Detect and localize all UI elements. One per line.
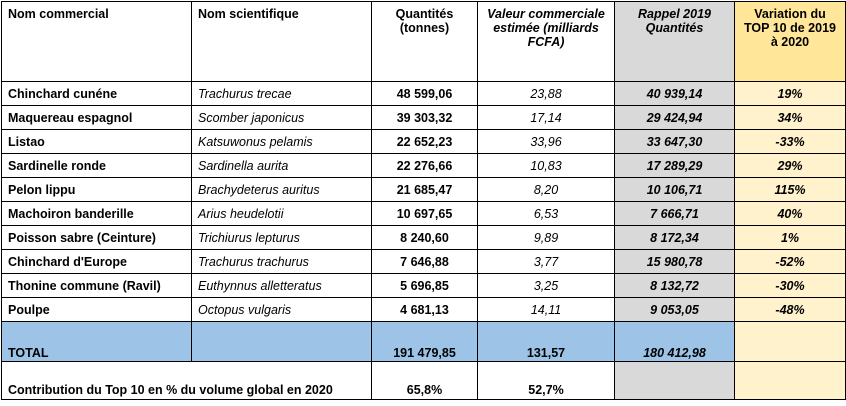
header-variation: Variation du TOP 10 de 2019 à 2020: [735, 2, 846, 82]
cell-valeur: 23,88: [478, 82, 615, 106]
table-row: [2, 298, 846, 322]
table-row: [2, 274, 846, 298]
cell-quantite: 7 646,88: [372, 250, 478, 274]
cell-quantite: 22 276,66: [372, 154, 478, 178]
total-empty-cell: [192, 322, 372, 362]
contribution-row: [2, 362, 846, 400]
cell-quantite: 10 697,65: [372, 202, 478, 226]
contribution-variation-empty: [735, 362, 846, 400]
cell-nom-commercial: Sardinelle ronde: [2, 154, 192, 178]
cell-nom-commercial: Thonine commune (Ravil): [2, 274, 192, 298]
cell-variation: 19%: [735, 82, 846, 106]
total-valeur: 131,57: [478, 322, 615, 362]
cell-quantite: 21 685,47: [372, 178, 478, 202]
total-rappel-2019: 180 412,98: [615, 322, 735, 362]
cell-variation: -48%: [735, 298, 846, 322]
header-rappel-2019: Rappel 2019 Quantités: [615, 2, 735, 82]
cell-valeur: 10,83: [478, 154, 615, 178]
cell-variation: 29%: [735, 154, 846, 178]
cell-rappel-2019: 7 666,71: [615, 202, 735, 226]
cell-rappel-2019: 40 939,14: [615, 82, 735, 106]
total-label: TOTAL: [2, 322, 192, 362]
cell-quantite: 4 681,13: [372, 298, 478, 322]
total-row: [2, 322, 846, 362]
cell-variation: -52%: [735, 250, 846, 274]
cell-variation: 115%: [735, 178, 846, 202]
contribution-label: Contribution du Top 10 en % du volume global en 2020: [2, 362, 372, 400]
cell-nom-scientifique: Octopus vulgaris: [192, 298, 372, 322]
cell-nom-commercial: Machoiron banderille: [2, 202, 192, 226]
cell-nom-scientifique: Trichiurus lepturus: [192, 226, 372, 250]
fish-catch-table: [1, 1, 846, 400]
table-row: [2, 154, 846, 178]
cell-nom-scientifique: Arius heudelotii: [192, 202, 372, 226]
table-row: [2, 226, 846, 250]
cell-variation: 40%: [735, 202, 846, 226]
table-row: [2, 82, 846, 106]
cell-nom-scientifique: Trachurus trachurus: [192, 250, 372, 274]
table-row: [2, 250, 846, 274]
cell-nom-commercial: Listao: [2, 130, 192, 154]
cell-valeur: 17,14: [478, 106, 615, 130]
cell-valeur: 14,11: [478, 298, 615, 322]
header-row: [2, 2, 846, 82]
header-quantites: Quantités (tonnes): [372, 2, 478, 82]
table-row: [2, 130, 846, 154]
cell-rappel-2019: 8 132,72: [615, 274, 735, 298]
cell-quantite: 5 696,85: [372, 274, 478, 298]
cell-rappel-2019: 10 106,71: [615, 178, 735, 202]
table-row: [2, 178, 846, 202]
cell-rappel-2019: 9 053,05: [615, 298, 735, 322]
cell-nom-commercial: Pelon lippu: [2, 178, 192, 202]
cell-nom-commercial: Poisson sabre (Ceinture): [2, 226, 192, 250]
cell-nom-commercial: Chinchard d'Europe: [2, 250, 192, 274]
cell-valeur: 33,96: [478, 130, 615, 154]
cell-variation: 34%: [735, 106, 846, 130]
cell-nom-scientifique: Euthynnus alletteratus: [192, 274, 372, 298]
cell-nom-scientifique: Trachurus trecae: [192, 82, 372, 106]
cell-valeur: 9,89: [478, 226, 615, 250]
table-row: [2, 202, 846, 226]
cell-variation: -33%: [735, 130, 846, 154]
cell-rappel-2019: 15 980,78: [615, 250, 735, 274]
cell-nom-commercial: Poulpe: [2, 298, 192, 322]
cell-quantite: 22 652,23: [372, 130, 478, 154]
cell-quantite: 8 240,60: [372, 226, 478, 250]
contribution-valeur: 52,7%: [478, 362, 615, 400]
cell-nom-scientifique: Brachydeterus auritus: [192, 178, 372, 202]
cell-valeur: 8,20: [478, 178, 615, 202]
cell-nom-commercial: Chinchard cunéne: [2, 82, 192, 106]
cell-valeur: 3,25: [478, 274, 615, 298]
header-nom-commercial: Nom commercial: [2, 2, 192, 82]
total-variation-empty: [735, 322, 846, 362]
cell-nom-scientifique: Katsuwonus pelamis: [192, 130, 372, 154]
cell-nom-scientifique: Sardinella aurita: [192, 154, 372, 178]
cell-quantite: 48 599,06: [372, 82, 478, 106]
contribution-rappel-empty: [615, 362, 735, 400]
cell-variation: 1%: [735, 226, 846, 250]
cell-rappel-2019: 29 424,94: [615, 106, 735, 130]
cell-nom-commercial: Maquereau espagnol: [2, 106, 192, 130]
cell-valeur: 6,53: [478, 202, 615, 226]
cell-quantite: 39 303,32: [372, 106, 478, 130]
cell-rappel-2019: 8 172,34: [615, 226, 735, 250]
cell-nom-scientifique: Scomber japonicus: [192, 106, 372, 130]
table-row: [2, 106, 846, 130]
header-valeur: Valeur commerciale estimée (milliards FCFA): [478, 2, 615, 82]
cell-rappel-2019: 33 647,30: [615, 130, 735, 154]
header-nom-scientifique: Nom scientifique: [192, 2, 372, 82]
cell-rappel-2019: 17 289,29: [615, 154, 735, 178]
contribution-quantite: 65,8%: [372, 362, 478, 400]
cell-valeur: 3,77: [478, 250, 615, 274]
cell-variation: -30%: [735, 274, 846, 298]
total-quantite: 191 479,85: [372, 322, 478, 362]
